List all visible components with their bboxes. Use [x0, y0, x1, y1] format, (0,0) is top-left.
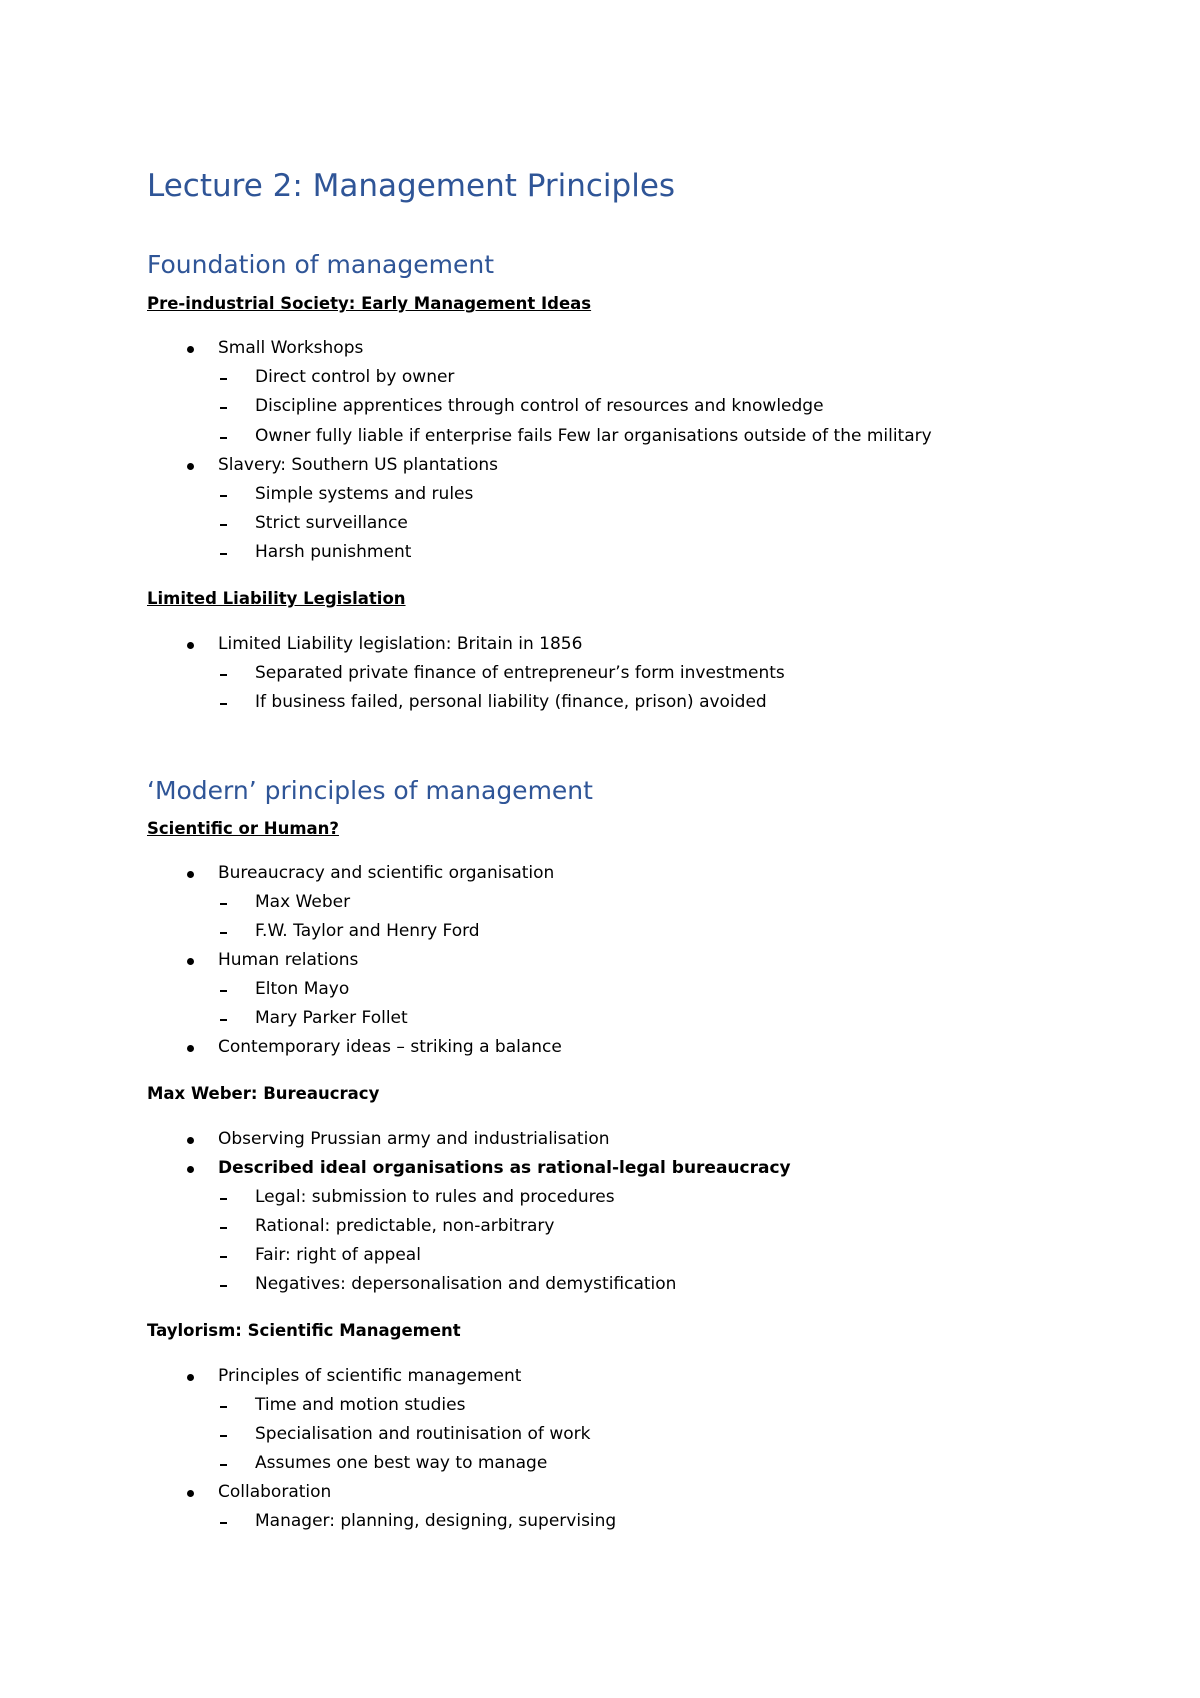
- document-title: Lecture 2: Management Principles: [147, 168, 676, 204]
- section-heading-foundation: Foundation of management: [147, 250, 495, 279]
- subheading-scientific-or-human: Scientific or Human?: [147, 819, 339, 838]
- subheading-taylorism: Taylorism: Scientific Management: [147, 1321, 461, 1340]
- subheading-limited-liability: Limited Liability Legislation: [147, 589, 406, 608]
- subheading-pre-industrial: Pre-industrial Society: Early Management Ideas: [147, 294, 592, 313]
- section-heading-modern: ‘Modern’ principles of management: [147, 776, 593, 805]
- subheading-max-weber: Max Weber: Bureaucracy: [147, 1084, 380, 1103]
- document-page: Lecture 2: Management Principles Foundation of management Pre-industrial Society: Early Management Ideas Small Workshops Direct control by owner Discipline apprentices through control of resources and knowledge Owner fully liable if enterprise fails Few lar organisations outside of the military Slavery: Southern US plantations Simple systems and rules Strict surveillance Harsh punishment Limited Liability Legislation Limited Liability legislation: Britain in 1856 Separated private finance of entrepreneur’s form investments If business failed, personal liability (finance, prison) avoided ‘Modern’ principles of management Scientific or Human? Bureaucracy and scientific organisation Max Weber F.W. Taylor and Henry Ford Human relations Elton Mayo Mary Parker Follet Contemporary ideas – striking a balance Max Weber: Bureaucracy Observing Prussian army and industrialisation Described ideal organisations as rational-legal bureaucracy Legal: submission to rules and procedures Rational: predictable, non-arbitrary Fair: right of appeal Negatives: depersonalisation and demystification Taylorism: Scientific Management Principles of scientific management Time and motion studies Specialisation and routinisation of work Assumes one best way to manage Collaboration Manager: planning, designing, supervising: [147, 168, 932, 1531]
